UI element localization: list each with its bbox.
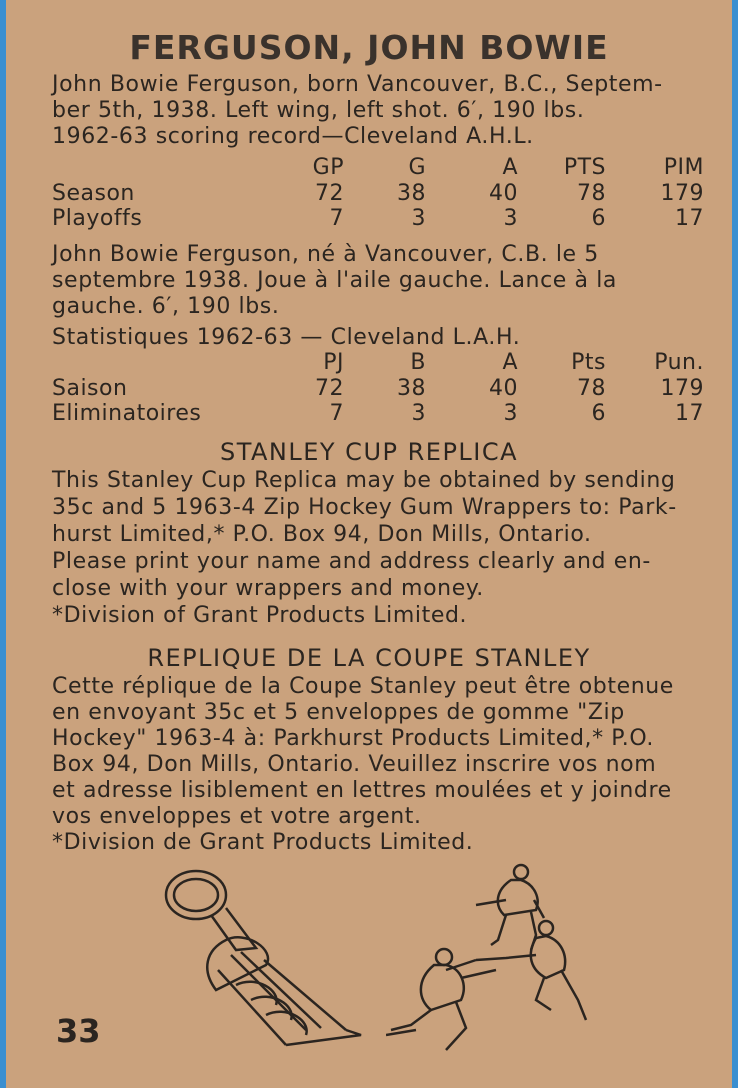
stat-header: A	[502, 155, 518, 180]
stat-value: 17	[675, 401, 704, 426]
offer-fr-heading: REPLIQUE DE LA COUPE STANLEY	[147, 644, 591, 672]
offer-fr-line: Cette réplique de la Coupe Stanley peut être obtenue	[52, 674, 674, 699]
stat-header: G	[408, 155, 426, 180]
row-label: Eliminatoires	[52, 401, 202, 426]
stanley-cup-illustration	[156, 860, 376, 1050]
offer-fr-line: *Division de Grant Products Limited.	[52, 830, 474, 855]
stat-value: 6	[591, 401, 606, 426]
player-name-title: FERGUSON, JOHN BOWIE	[129, 28, 609, 67]
stat-value: 17	[675, 206, 704, 231]
stat-value: 78	[577, 376, 606, 401]
stat-value: 6	[591, 206, 606, 231]
stat-header: PTS	[563, 155, 606, 180]
stat-value: 38	[397, 376, 426, 401]
stats-en-header	[52, 155, 704, 181]
offer-en-line: *Division of Grant Products Limited.	[52, 603, 468, 628]
stat-header: PIM	[663, 155, 704, 180]
stat-value: 40	[489, 181, 518, 206]
stat-value: 179	[660, 181, 704, 206]
stat-header: A	[502, 350, 518, 375]
stat-value: 3	[411, 401, 426, 426]
offer-en-line: 35c and 5 1963-4 Zip Hockey Gum Wrappers to: Park-	[52, 495, 677, 520]
stat-value: 40	[489, 376, 518, 401]
bio-fr-line: Statistiques 1962-63 — Cleveland L.A.H.	[52, 325, 521, 350]
stats-fr-header	[52, 350, 704, 376]
offer-fr-line: et adresse lisiblement en lettres moulées et y joindre	[52, 778, 672, 803]
offer-fr-line: vos enveloppes et votre argent.	[52, 804, 422, 829]
stat-header: PJ	[323, 350, 344, 375]
stat-value: 179	[660, 376, 704, 401]
row-label: Season	[52, 181, 135, 206]
trading-card-back	[6, 0, 732, 1088]
offer-fr-line: Box 94, Don Mills, Ontario. Veuillez inscrire vos nom	[52, 752, 657, 777]
offer-fr-line: Hockey" 1963-4 à: Parkhurst Products Limited,* P.O.	[52, 726, 654, 751]
stats-fr-playoffs-row	[52, 401, 704, 427]
stats-en-season-row	[52, 181, 704, 207]
stat-header: GP	[312, 155, 344, 180]
stat-value: 72	[315, 376, 344, 401]
bio-en-line: John Bowie Ferguson, born Vancouver, B.C., Septem-	[52, 72, 663, 97]
bio-en-line: 1962-63 scoring record—Cleveland A.H.L.	[52, 124, 534, 149]
card-number: 33	[56, 1012, 101, 1050]
bio-fr-line: gauche. 6′, 190 lbs.	[52, 294, 280, 319]
offer-en-line: Please print your name and address clearly and en-	[52, 549, 651, 574]
stat-header: Pts	[571, 350, 606, 375]
stat-value: 38	[397, 181, 426, 206]
offer-en-line: close with your wrappers and money.	[52, 576, 484, 601]
bio-en-line: ber 5th, 1938. Left wing, left shot. 6′, 190 lbs.	[52, 98, 585, 123]
bio-fr-line: septembre 1938. Joue à l'aile gauche. Lance à la	[52, 268, 617, 293]
stat-value: 3	[503, 206, 518, 231]
stat-value: 78	[577, 181, 606, 206]
stat-value: 3	[503, 401, 518, 426]
hockey-players-illustration	[386, 860, 596, 1060]
bio-fr-line: John Bowie Ferguson, né à Vancouver, C.B. le 5	[52, 242, 599, 267]
offer-en-line: This Stanley Cup Replica may be obtained by sending	[52, 468, 676, 493]
offer-en-line: hurst Limited,* P.O. Box 94, Don Mills, Ontario.	[52, 522, 592, 547]
row-label: Saison	[52, 376, 128, 401]
stat-value: 3	[411, 206, 426, 231]
offer-en-heading: STANLEY CUP REPLICA	[219, 438, 519, 466]
stats-fr-season-row	[52, 376, 704, 402]
stat-value: 7	[329, 401, 344, 426]
offer-fr-line: en envoyant 35c et 5 enveloppes de gomme "Zip	[52, 700, 625, 725]
stat-value: 7	[329, 206, 344, 231]
stat-header: B	[410, 350, 426, 375]
stat-header: Pun.	[654, 350, 704, 375]
stats-en-playoffs-row	[52, 206, 704, 232]
stat-value: 72	[315, 181, 344, 206]
row-label: Playoffs	[52, 206, 143, 231]
